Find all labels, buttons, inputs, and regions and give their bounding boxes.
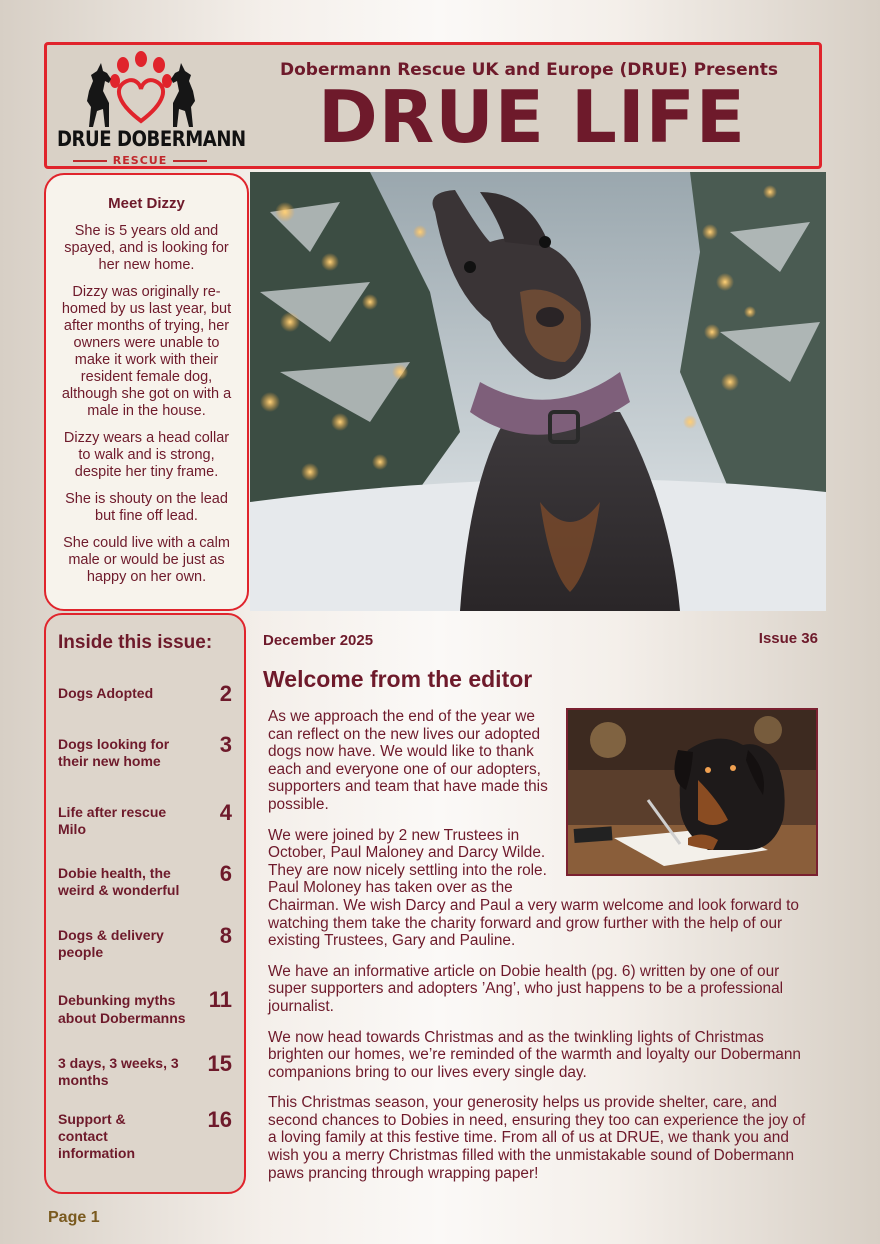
toc-label: Dogs looking for their new home xyxy=(58,736,170,769)
article-paragraph: We now head towards Christmas and as the twinkling lights of Christmas brighten our homes, we’re reminded of the warmth and loyalty our Dobermann companions bring to our lives every single day. xyxy=(268,1028,801,1081)
article-photo-dog-writing xyxy=(566,708,818,876)
logo-subtitle: RESCUE xyxy=(65,154,215,167)
toc-page: 11 xyxy=(208,987,232,1012)
masthead xyxy=(44,42,822,169)
dizzy-heading: Meet Dizzy xyxy=(108,195,185,212)
newsletter-title: DRUE LIFE xyxy=(318,75,746,159)
toc-page: 6 xyxy=(219,861,232,886)
dizzy-paragraph: She could live with a calm male or would be just as happy on her own. xyxy=(63,535,230,585)
dizzy-paragraph: Dizzy was originally re-homed by us last year, but after months of trying, her owners were unable to make it work with their resident female dog, although she got on with a male in the house. xyxy=(61,284,232,419)
toc-label: Life after rescue Milo xyxy=(58,804,167,837)
toc-page: 2 xyxy=(219,681,232,706)
toc-page: 3 xyxy=(219,732,232,757)
toc-label: Dogs & delivery people xyxy=(58,927,164,960)
toc-label: 3 days, 3 weeks, 3 months xyxy=(58,1055,179,1088)
hero-photo-dizzy xyxy=(250,172,826,611)
article-paragraph: This Christmas season, your generosity helps us provide shelter, care, and second chances to Dobies in need, ensuring they too can experience the joy of a loving family at this festive time. From all of us at DRUE, we thank you and wish you a merry Christmas filled with the unmistakable sound of Dobermann paws prancing through wrapping paper! xyxy=(268,1094,806,1182)
logo-name: DRUE DOBERMANN xyxy=(57,127,246,151)
inside-this-issue-box xyxy=(44,613,246,1194)
toc-label: Debunking myths about Dobermanns xyxy=(58,992,186,1026)
issue-date: December 2025 xyxy=(263,632,374,649)
editor-article xyxy=(268,708,816,1195)
toc-page: 4 xyxy=(219,800,232,825)
article-paragraph: As we approach the end of the year we can reflect on the new lives our adopted dogs now have. We would like to thank each and everyone one of our adopters, supporters and team that have made this possible. xyxy=(268,708,548,813)
dobermann-heart-paw-icon xyxy=(57,51,225,131)
issue-number: Issue 36 xyxy=(758,630,818,647)
dizzy-paragraph: She is shouty on the lead but fine off lead. xyxy=(65,491,228,524)
editor-heading: Welcome from the editor xyxy=(263,666,533,692)
toc-page: 16 xyxy=(207,1107,232,1132)
toc-page: 15 xyxy=(207,1051,232,1076)
contents-title: Inside this issue: xyxy=(58,632,213,653)
drue-logo xyxy=(57,51,246,167)
dizzy-paragraph: She is 5 years old and spayed, and is looking for her new home. xyxy=(64,223,229,273)
dizzy-paragraph: Dizzy wears a head collar to walk and is strong, despite her tiny frame. xyxy=(63,430,230,480)
masthead-presents: Dobermann Rescue UK and Europe (DRUE) Presents xyxy=(280,60,778,80)
article-paragraph: We have an informative article on Dobie health (pg. 6) written by one of our super supporters and adopters ’Ang’, who just happens to be a professional journalist. xyxy=(268,962,784,1015)
meet-dizzy-box xyxy=(44,173,249,611)
article-paragraph: We were joined by 2 new Trustees in October, Paul Maloney and Darcy Wilde. They are now nicely settling into the role. Paul Moloney has taken over as the Chairman. We wish Darcy and Paul a very warm welcome and look forward to watching them take the charity forward and grow further with the help of our existing Trustees, Gary and Pauline. xyxy=(268,826,799,950)
toc-label: Support & contact information xyxy=(58,1111,135,1161)
toc-label: Dogs Adopted xyxy=(58,685,154,701)
page-number: Page 1 xyxy=(48,1209,100,1226)
toc-page: 8 xyxy=(219,923,232,948)
toc-label: Dobie health, the weird & wonderful xyxy=(58,865,180,898)
